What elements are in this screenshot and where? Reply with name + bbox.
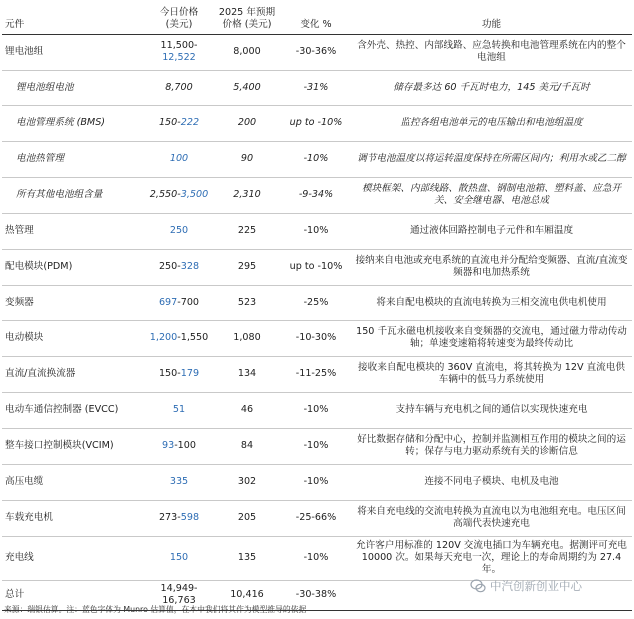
today-price-high: 3,500 <box>180 189 209 200</box>
header-function: 功能 <box>351 4 632 34</box>
today-price-cell <box>145 34 213 70</box>
today-price-high: 12,522 <box>162 52 196 63</box>
today-price-cell <box>145 392 213 428</box>
component-name: 所有其他电池组含量 <box>2 177 145 213</box>
change-percent: -25% <box>281 285 351 320</box>
today-price-high: 328 <box>180 261 200 272</box>
function-description: 允许客户用标准的 120V 交流电插口为车辆充电。据测评可充电 10000 次。如果每天充电一次，理论上的寿命周期约为 27.4 年。 <box>351 536 632 580</box>
table-row <box>2 213 632 249</box>
today-price-tail: -1,550 <box>177 332 209 343</box>
total-change: -30-38% <box>281 580 351 610</box>
today-price-high: 179 <box>180 368 200 379</box>
today-price-high: 222 <box>180 117 200 128</box>
function-description: 模块框架、内部线路、散热盘、钢制电池箱、塑料盖、应急开关、安全继电器、电池总成 <box>351 177 632 213</box>
header-forecast-price: 2025 年预期 价格 (美元) <box>213 4 281 34</box>
header-change: 变化 % <box>281 4 351 34</box>
component-name: 电池热管理 <box>2 141 145 177</box>
component-name: 车载充电机 <box>2 500 145 536</box>
total-label: 总计 <box>2 580 145 610</box>
forecast-price: 200 <box>213 105 281 141</box>
today-price <box>159 117 199 128</box>
function-description: 调节电池温度以将运转温度保持在所需区间内；利用水或乙二醇 <box>351 141 632 177</box>
table-body <box>2 34 632 610</box>
today-price-cell <box>145 105 213 141</box>
header-row <box>2 4 632 34</box>
today-price-low: 273- <box>158 512 181 523</box>
table-row <box>2 464 632 500</box>
today-price-low: 150- <box>158 117 181 128</box>
table-row <box>2 428 632 464</box>
today-price <box>170 476 188 487</box>
change-percent: -10% <box>281 392 351 428</box>
today-price-low: 250- <box>158 261 181 272</box>
forecast-price: 523 <box>213 285 281 320</box>
function-description: 将来自配电模块的直流电转换为三相交流电供电机使用 <box>351 285 632 320</box>
component-name: 电池管理系统 (BMS) <box>2 105 145 141</box>
today-price-high: 697 <box>158 296 178 308</box>
today-price-cell <box>145 500 213 536</box>
function-description: 监控各组电池单元的电压输出和电池组温度 <box>351 105 632 141</box>
change-percent: -10% <box>281 536 351 580</box>
today-price-high: 51 <box>172 404 186 415</box>
table-row <box>2 320 632 356</box>
change-percent: -30-36% <box>281 34 351 70</box>
change-percent: up to -10% <box>281 105 351 141</box>
today-price-high: 100 <box>169 153 189 164</box>
footnote: 来源：瑞银估算。注：蓝色字体为 Munro 估算值，在本中我们将其作为模型推导的依据 <box>4 605 307 614</box>
component-name: 锂电池组电池 <box>2 70 145 105</box>
forecast-price: 225 <box>213 213 281 249</box>
today-price-cell <box>145 536 213 580</box>
wechat-icon <box>470 578 486 594</box>
component-name: 锂电池组 <box>2 34 145 70</box>
forecast-price: 205 <box>213 500 281 536</box>
change-percent: -10-30% <box>281 320 351 356</box>
change-percent: -25-66% <box>281 500 351 536</box>
today-price-high: 16,763 <box>162 595 196 606</box>
component-name: 配电模块(PDM) <box>2 249 145 285</box>
today-price-low: 14,949- <box>160 583 198 594</box>
table-row <box>2 285 632 320</box>
today-price-cell <box>145 141 213 177</box>
function-description: 连接不同电子模块、电机及电池 <box>351 464 632 500</box>
change-percent: -10% <box>281 141 351 177</box>
change-percent: -10% <box>281 213 351 249</box>
today-price <box>170 153 188 164</box>
forecast-price: 1,080 <box>213 320 281 356</box>
today-price-cell <box>145 285 213 320</box>
header-component: 元件 <box>2 4 145 34</box>
today-price-high: 250 <box>169 225 189 236</box>
forecast-price: 134 <box>213 356 281 392</box>
today-price <box>150 332 208 343</box>
component-name: 整车接口控制模块(VCIM) <box>2 428 145 464</box>
today-price-cell <box>145 428 213 464</box>
today-price <box>159 261 199 272</box>
function-description: 接收来自配电模块的 360V 直流电，将其转换为 12V 直流电供车辆中的低马力系统使用 <box>351 356 632 392</box>
today-price-cell <box>145 320 213 356</box>
change-percent: -31% <box>281 70 351 105</box>
function-description: 将来自充电线的交流电转换为直流电以为电池组充电。电压区间高端代表快速充电 <box>351 500 632 536</box>
function-description: 接纳来自电池或充电系统的直流电并分配给变频器、直流/直流变频器和电加热系统 <box>351 249 632 285</box>
today-price-high: 598 <box>180 512 200 523</box>
table-row <box>2 141 632 177</box>
today-price-cell <box>145 464 213 500</box>
forecast-price: 135 <box>213 536 281 580</box>
today-price-tail: -100 <box>174 440 196 451</box>
today-price-high: 1,200 <box>149 332 178 343</box>
today-price-high: 335 <box>169 476 189 487</box>
forecast-price: 90 <box>213 141 281 177</box>
forecast-price: 295 <box>213 249 281 285</box>
forecast-price: 8,000 <box>213 34 281 70</box>
function-description: 支持车辆与充电机之间的通信以实现快速充电 <box>351 392 632 428</box>
forecast-price: 302 <box>213 464 281 500</box>
table-row <box>2 249 632 285</box>
total-forecast: 10,416 <box>213 580 281 610</box>
table-row <box>2 500 632 536</box>
today-price <box>159 297 199 308</box>
today-price-low: 2,550- <box>149 189 181 200</box>
today-price-cell <box>145 249 213 285</box>
component-name: 变频器 <box>2 285 145 320</box>
today-price <box>165 82 192 93</box>
component-name: 热管理 <box>2 213 145 249</box>
table-row <box>2 536 632 580</box>
function-description: 含外壳、热控、内部线路、应急转换和电池管理系统在内的整个电池组 <box>351 34 632 70</box>
table-row <box>2 70 632 105</box>
today-price <box>170 552 188 563</box>
component-name: 直流/直流换流器 <box>2 356 145 392</box>
change-percent: -10% <box>281 428 351 464</box>
forecast-price: 84 <box>213 428 281 464</box>
today-price-low: 8,700 <box>165 81 193 93</box>
today-price-low: 150- <box>158 368 181 379</box>
today-price-low: 11,500- <box>160 40 198 51</box>
table-row <box>2 356 632 392</box>
change-percent: -9-34% <box>281 177 351 213</box>
change-percent: up to -10% <box>281 249 351 285</box>
today-price <box>148 40 210 64</box>
header-today-price: 今日价格 (美元) <box>145 4 213 34</box>
today-price-cell <box>145 213 213 249</box>
component-name: 电动模块 <box>2 320 145 356</box>
today-price-cell <box>145 177 213 213</box>
table-row <box>2 34 632 70</box>
table-row <box>2 177 632 213</box>
today-price <box>159 368 199 379</box>
function-description: 150 千瓦永磁电机接收来自变频器的交流电，通过磁力带动传动轴；单速变速箱将转速变为最终传动比 <box>351 320 632 356</box>
forecast-price: 5,400 <box>213 70 281 105</box>
today-price <box>150 189 208 200</box>
function-description: 好比数据存储和分配中心，控制并监测相互作用的模块之间的运转；保存与电力驱动系统有关的诊断信息 <box>351 428 632 464</box>
component-name: 电动车通信控制器 (EVCC) <box>2 392 145 428</box>
watermark <box>470 578 582 594</box>
today-price-tail: -700 <box>177 296 200 308</box>
today-price <box>173 404 185 415</box>
table-row <box>2 392 632 428</box>
table-row <box>2 105 632 141</box>
today-price <box>159 512 199 523</box>
watermark-text: 中汽创新创业中心 <box>490 579 582 593</box>
today-price-high: 93 <box>162 440 175 451</box>
function-description: 储存最多达 60 千瓦时电力，145 美元/千瓦时 <box>351 70 632 105</box>
today-price-cell <box>145 70 213 105</box>
forecast-price: 46 <box>213 392 281 428</box>
component-name: 充电线 <box>2 536 145 580</box>
function-description: 通过液体回路控制电子元件和车厢温度 <box>351 213 632 249</box>
forecast-price: 2,310 <box>213 177 281 213</box>
today-price <box>162 440 196 451</box>
today-price-cell <box>145 356 213 392</box>
change-percent: -11-25% <box>281 356 351 392</box>
component-name: 高压电缆 <box>2 464 145 500</box>
cost-table <box>2 4 632 611</box>
today-price <box>170 225 188 236</box>
today-price-high: 150 <box>169 552 189 563</box>
change-percent: -10% <box>281 464 351 500</box>
